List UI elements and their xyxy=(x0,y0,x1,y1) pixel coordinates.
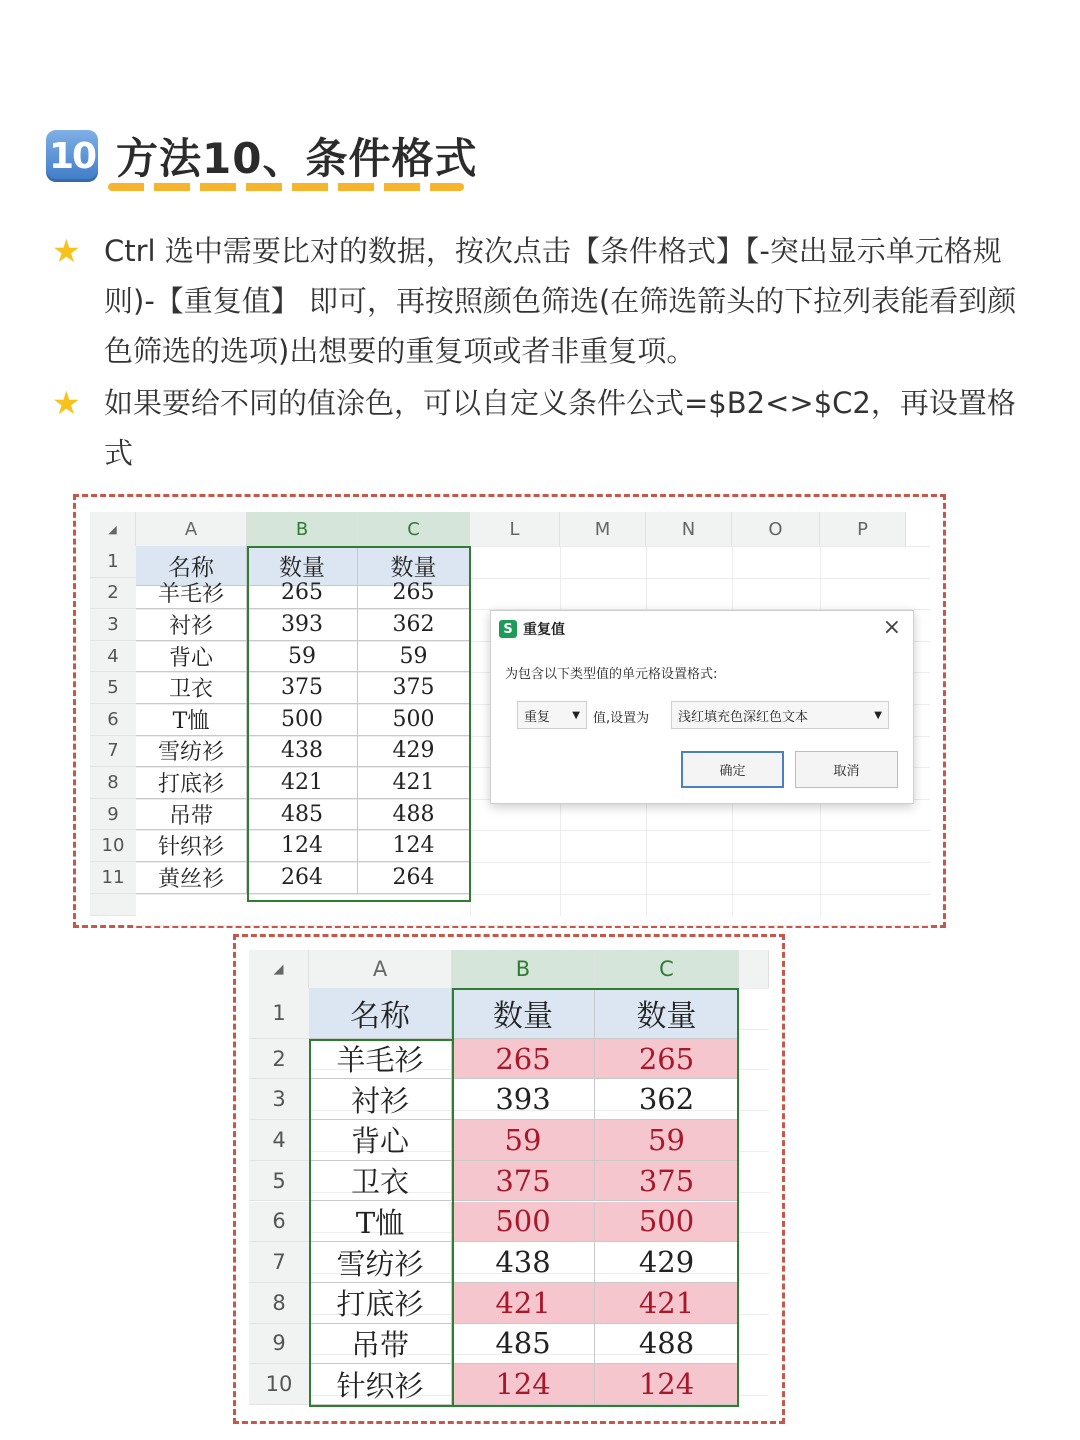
row-header-4[interactable]: 4 xyxy=(90,641,136,673)
star-icon: ★ xyxy=(52,384,81,422)
column-header-c[interactable]: C xyxy=(358,512,470,546)
table-cell[interactable]: 429 xyxy=(595,1242,739,1283)
row-header-5[interactable]: 5 xyxy=(90,672,136,704)
chevron-down-icon: ▼ xyxy=(572,709,580,721)
table-cell[interactable]: 429 xyxy=(358,736,470,768)
row-header-3[interactable]: 3 xyxy=(249,1079,309,1120)
column-header-p[interactable]: P xyxy=(820,512,906,546)
bullet-1 xyxy=(52,226,1024,376)
table-cell[interactable]: 124 xyxy=(358,830,470,862)
format-select[interactable] xyxy=(671,701,889,729)
header-cell[interactable]: 名称 xyxy=(136,546,247,586)
header-cell[interactable]: 数量 xyxy=(595,988,739,1039)
table-cell[interactable]: 衬衫 xyxy=(309,1079,452,1120)
row-header-8[interactable]: 8 xyxy=(249,1283,309,1324)
header-cell[interactable]: 数量 xyxy=(358,546,470,586)
table-cell[interactable]: 438 xyxy=(452,1242,595,1283)
table-cell[interactable]: 124 xyxy=(452,1364,595,1405)
table-cell[interactable]: 500 xyxy=(452,1202,595,1243)
type-select-value: 重复 xyxy=(524,709,551,725)
table-cell[interactable]: 375 xyxy=(358,672,470,704)
table-cell[interactable]: 485 xyxy=(247,799,358,831)
table-cell[interactable]: 393 xyxy=(452,1079,595,1120)
table-cell[interactable]: 羊毛衫 xyxy=(136,578,247,610)
table-cell[interactable]: 吊带 xyxy=(136,799,247,831)
table-cell[interactable]: 卫衣 xyxy=(309,1161,452,1202)
wps-logo-icon: S xyxy=(499,620,517,638)
bullet-text: Ctrl 选中需要比对的数据，按次点击【条件格式】【-突出显示单元格规则)-【重复值】 即可，再按照颜色筛选(在筛选箭头的下拉列表能看到颜色筛选的选项)出想要的重复项或者非重复项。 xyxy=(104,234,1017,368)
table-cell[interactable]: 393 xyxy=(247,609,358,641)
column-header-l[interactable]: L xyxy=(470,512,560,546)
row-header-4[interactable]: 4 xyxy=(249,1120,309,1161)
table-cell[interactable]: 500 xyxy=(595,1202,739,1243)
ok-button[interactable]: 确定 xyxy=(681,751,784,788)
select-all-corner[interactable]: ◢ xyxy=(249,950,309,988)
cancel-button[interactable]: 取消 xyxy=(795,751,898,788)
column-header-a[interactable]: A xyxy=(136,512,247,546)
table-cell[interactable]: 265 xyxy=(452,1039,595,1080)
table-cell[interactable]: 421 xyxy=(452,1283,595,1324)
format-select-value: 浅红填充色深红色文本 xyxy=(678,709,809,725)
select-all-corner[interactable]: ◢ xyxy=(90,512,136,546)
star-icon: ★ xyxy=(52,232,81,270)
header-cell[interactable]: 数量 xyxy=(247,546,358,586)
dialog-prompt: 为包含以下类型值的单元格设置格式: xyxy=(505,667,718,682)
title-text: 方法10、条件格式 xyxy=(116,134,478,183)
row-header-2[interactable]: 2 xyxy=(249,1039,309,1080)
row-header-8[interactable]: 8 xyxy=(90,767,136,799)
column-header-a[interactable]: A xyxy=(309,950,452,988)
table-cell[interactable]: 500 xyxy=(358,704,470,736)
table-cell[interactable]: T恤 xyxy=(136,704,247,736)
dialog-title xyxy=(499,619,565,639)
table-cell[interactable]: 衬衫 xyxy=(136,609,247,641)
row-header-7[interactable]: 7 xyxy=(249,1242,309,1283)
row-header-partial xyxy=(90,894,136,916)
table-cell[interactable]: 羊毛衫 xyxy=(309,1039,452,1080)
column-header-o[interactable]: O xyxy=(732,512,820,546)
table-cell[interactable]: 雪纺衫 xyxy=(136,736,247,768)
row-header-1[interactable]: 1 xyxy=(90,546,136,578)
table-cell[interactable]: 375 xyxy=(452,1161,595,1202)
column-header-b[interactable]: B xyxy=(247,512,358,546)
table-cell[interactable]: 375 xyxy=(595,1161,739,1202)
table-cell[interactable]: 438 xyxy=(247,736,358,768)
bullet-2 xyxy=(52,378,1024,478)
type-select[interactable] xyxy=(517,701,587,729)
table-cell[interactable]: 背心 xyxy=(309,1120,452,1161)
column-header-n[interactable]: N xyxy=(646,512,732,546)
row-header-9[interactable]: 9 xyxy=(90,799,136,831)
table-cell[interactable]: 吊带 xyxy=(309,1324,452,1365)
table-cell[interactable]: 375 xyxy=(247,672,358,704)
column-header-b[interactable]: B xyxy=(452,950,595,988)
table-cell[interactable]: 488 xyxy=(358,799,470,831)
close-icon[interactable]: × xyxy=(882,615,901,640)
table-cell[interactable]: 59 xyxy=(595,1120,739,1161)
section-title xyxy=(46,126,477,186)
duplicate-values-dialog xyxy=(490,610,914,804)
bullet-text: 如果要给不同的值涂色，可以自定义条件公式=$B2<>$C2，再设置格式 xyxy=(104,386,1016,470)
table-cell[interactable]: 124 xyxy=(247,830,358,862)
row-header-7[interactable]: 7 xyxy=(90,736,136,768)
dialog-title-text: 重复值 xyxy=(523,622,565,638)
row-header-3[interactable]: 3 xyxy=(90,609,136,641)
header-cell[interactable]: 数量 xyxy=(452,988,595,1039)
table-cell[interactable]: 421 xyxy=(595,1283,739,1324)
table-cell[interactable]: 雪纺衫 xyxy=(309,1242,452,1283)
column-header-c[interactable]: C xyxy=(595,950,739,988)
table-cell[interactable]: 362 xyxy=(358,609,470,641)
row-header-6[interactable]: 6 xyxy=(90,704,136,736)
table-cell[interactable]: 59 xyxy=(452,1120,595,1161)
row-header-6[interactable]: 6 xyxy=(249,1202,309,1243)
row-header-10[interactable]: 10 xyxy=(90,830,136,862)
header-cell[interactable]: 名称 xyxy=(309,988,452,1039)
table-cell[interactable]: 421 xyxy=(358,767,470,799)
table-cell[interactable]: 264 xyxy=(247,862,358,894)
row-header-10[interactable]: 10 xyxy=(249,1364,309,1405)
number-badge-icon: 10 xyxy=(46,130,98,182)
column-a-outline xyxy=(309,1039,452,1407)
table-cell[interactable]: 421 xyxy=(247,767,358,799)
table-cell[interactable]: 265 xyxy=(247,578,358,610)
table-cell[interactable]: T恤 xyxy=(309,1202,452,1243)
table-cell[interactable]: 500 xyxy=(247,704,358,736)
table-cell[interactable]: 卫衣 xyxy=(136,672,247,704)
column-header-blank xyxy=(739,950,769,988)
table-cell[interactable]: 59 xyxy=(358,641,470,673)
table-cell[interactable]: 265 xyxy=(358,578,470,610)
table-cell[interactable]: 背心 xyxy=(136,641,247,673)
format-label: 值,设置为 xyxy=(593,711,650,726)
row-header-2[interactable]: 2 xyxy=(90,578,136,610)
table-cell[interactable]: 59 xyxy=(247,641,358,673)
table-cell[interactable]: 针织衫 xyxy=(136,830,247,862)
column-header-m[interactable]: M xyxy=(560,512,646,546)
table-cell[interactable]: 打底衫 xyxy=(136,767,247,799)
row-header-1[interactable]: 1 xyxy=(249,988,309,1039)
table-cell[interactable]: 针织衫 xyxy=(309,1364,452,1405)
row-header-9[interactable]: 9 xyxy=(249,1324,309,1365)
table-cell[interactable]: 黄丝衫 xyxy=(136,862,247,894)
row-header-5[interactable]: 5 xyxy=(249,1161,309,1202)
gridline xyxy=(136,925,930,926)
spreadsheet-after xyxy=(249,950,769,1410)
row-header-11[interactable]: 11 xyxy=(90,862,136,894)
table-cell[interactable]: 488 xyxy=(595,1324,739,1365)
table-cell[interactable]: 124 xyxy=(595,1364,739,1405)
table-cell[interactable]: 485 xyxy=(452,1324,595,1365)
table-cell[interactable]: 265 xyxy=(595,1039,739,1080)
selection-outline xyxy=(452,988,739,1407)
table-cell[interactable]: 打底衫 xyxy=(309,1283,452,1324)
selection-outline xyxy=(247,546,471,902)
table-cell[interactable]: 264 xyxy=(358,862,470,894)
chevron-down-icon: ▼ xyxy=(874,709,882,721)
title-underline xyxy=(108,183,464,191)
table-cell[interactable]: 362 xyxy=(595,1079,739,1120)
